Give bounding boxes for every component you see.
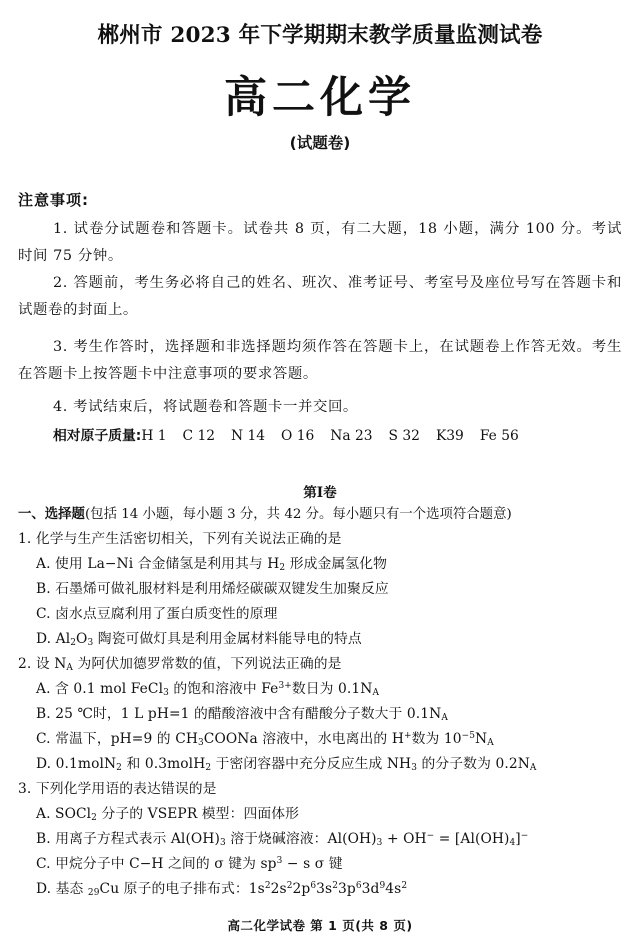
question-1-option-b: B. 石墨烯可做礼服材料是利用烯烃碳碳双键发生加聚反应 <box>36 581 389 597</box>
section-label: 一、选择题 <box>18 507 85 522</box>
notes-heading: 注意事项: <box>18 191 89 209</box>
atomic-mass-item: K39 <box>435 428 464 444</box>
atomic-mass-item: N 14 <box>231 428 266 444</box>
section-description: (包括 14 小题，每小题 3 分，共 42 分。每小题只有一个选项符合题意) <box>84 507 512 522</box>
question-2-option-a: A. 含 0.1 mol FeCl$_3$ 的饱和溶液中 $Fe^{3+}$数日为 $0.1N_A$ <box>36 681 380 699</box>
question-3-option-b: B. 用离子方程式表示 $Al(OH)_3$ 溶于烧碱溶液：$Al(OH)_3 + OH^- = [Al(OH)_4]^-$ <box>36 831 529 849</box>
atomic-mass-item: H 1 <box>141 428 167 444</box>
question-1-option-c: C. 卤水点豆腐利用了蛋白质变性的原理 <box>36 606 278 622</box>
atomic-mass-item: S 32 <box>388 428 420 444</box>
question-2-option-b: B. 25 ℃时，1 L pH=1 的醋酸溶液中含有醋酸分子数大于 $0.1N_A$ <box>36 706 448 724</box>
exam-title: 郴州市 2023 年下学期期末教学质量监测试卷 <box>97 23 543 48</box>
note-item-2: 2. 答题前，考生务必将自己的姓名、班次、准考证号、考室号及座位号写在答题卡和试题卷的封面上。 <box>18 275 622 318</box>
atomic-mass-item: O 16 <box>281 428 315 444</box>
question-3-option-c: C. 甲烷分子中 C−H 之间的 σ 键为 $sp^3 - s$ σ 键 <box>36 856 343 872</box>
question-1-stem: 1. 化学与生产生活密切相关，下列有关说法正确的是 <box>18 531 342 547</box>
note-item-4: 4. 考试结束后，将试题卷和答题卡一并交回。 <box>53 399 358 415</box>
note-item-3: 3. 考生作答时，选择题和非选择题均须作答在答题卡上，在试题卷上作答无效。考生在答题卡上按答题卡中注意事项的要求答题。 <box>18 339 622 382</box>
atomic-mass-item: C 12 <box>182 428 216 444</box>
page-footer: 高二化学试卷 第 1 页(共 8 页) <box>227 918 413 933</box>
question-3-option-d: D. 基态 29Cu 原子的电子排布式：$1s^22s^22p^63s^23p^63d^94s^2$ <box>36 881 408 899</box>
question-3-option-a: A. SOCl$_2$ 分子的 VSEPR 模型：四面体形 <box>36 806 300 824</box>
question-2-option-c: C. 常温下，pH=9 的 $CH_3COONa$ 溶液中，水电离出的 H+数为 $10^{-5}N_A$ <box>36 731 494 749</box>
question-1-option-d: D. $Al_2O_3$ 陶瓷可做灯具是利用金属材料能导电的特点 <box>36 631 362 649</box>
question-2-option-d: D. 0.1molN$_2$ 和 0.3molH$_2$ 于密闭容器中充分反应生成 $NH_3$ 的分子数为 $0.2N_A$ <box>36 756 537 774</box>
atomic-mass-item: Fe 56 <box>479 428 519 444</box>
question-1-option-a: A. 使用 La−Ni 合金储氢是利用其与 $H_2$ 形成金属氢化物 <box>36 556 387 574</box>
subject-title: 高二化学 <box>224 73 416 123</box>
question-2-stem: 2. 设 $N_A$ 为阿伏加德罗常数的值，下列说法正确的是 <box>18 656 342 674</box>
atomic-mass-line <box>53 424 613 444</box>
atomic-mass-label: 相对原子质量: <box>53 428 142 444</box>
section-heading <box>18 503 628 522</box>
paper-type-label: (试题卷) <box>289 134 351 152</box>
volume-title: 第Ⅰ卷 <box>303 485 337 501</box>
note-item-1: 1. 试卷分试题卷和答题卡。试卷共 8 页，有二大题，18 小题，满分 100 分。考试时间 75 分钟。 <box>18 221 622 264</box>
atomic-mass-item: Na 23 <box>330 428 373 444</box>
question-3-stem: 3. 下列化学用语的表达错误的是 <box>18 781 217 797</box>
